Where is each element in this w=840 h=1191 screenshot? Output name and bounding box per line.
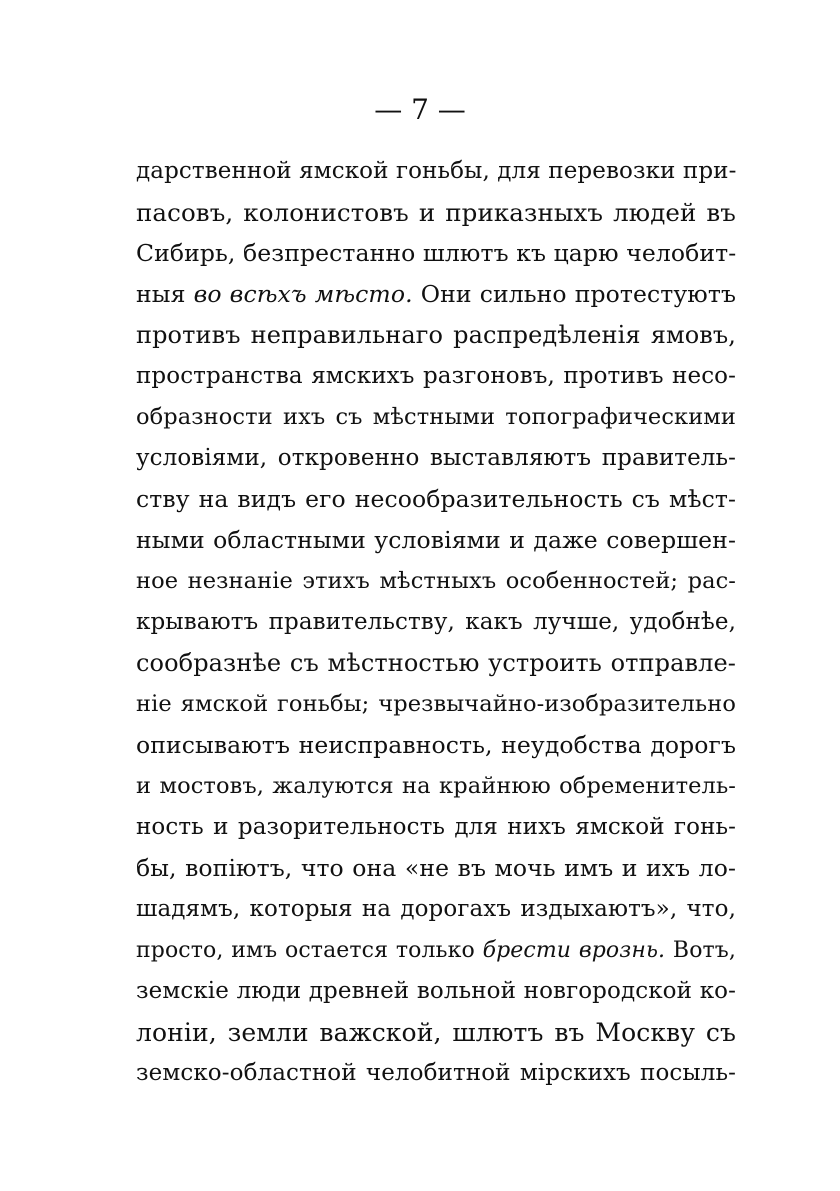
- text-line: [136, 438, 736, 479]
- text-segment: Вотъ,: [665, 938, 736, 963]
- text-segment: условіями, откровенно выставляютъ правитель-: [136, 445, 736, 471]
- text-line: [136, 233, 736, 274]
- text-line: [136, 479, 736, 520]
- text-segment: дарственной ямской гоньбы, для перевозки при-: [136, 158, 736, 184]
- text-line: [136, 561, 736, 602]
- text-segment: шадямъ, которыя на дорогахъ издыхаютъ», что,: [136, 896, 736, 922]
- text-line: [136, 725, 736, 766]
- text-line: [136, 643, 736, 684]
- body-text: [136, 151, 736, 1094]
- italic-phrase: брести врознь.: [482, 938, 666, 963]
- text-segment: противъ неправильнаго распредѣленія ямовъ,: [136, 321, 736, 349]
- text-line: [136, 1053, 736, 1094]
- text-segment: бы, вопіютъ, что она «не въ мочь имъ и ихъ ло-: [136, 854, 736, 882]
- text-segment: сообразнѣе съ мѣстностью устроить отправле-: [136, 649, 736, 677]
- text-line: [136, 315, 736, 356]
- text-line: [136, 684, 736, 725]
- text-line: [136, 602, 736, 643]
- text-segment: образности ихъ съ мѣстными топографическими: [136, 404, 736, 430]
- page-number: — 7 —: [374, 93, 466, 126]
- text-line: [136, 848, 736, 889]
- text-segment: крываютъ правительству, какъ лучше, удобнѣе,: [136, 609, 736, 635]
- text-segment: Сибирь, безпрестанно шлютъ къ царю челобит-: [136, 239, 736, 267]
- text-segment: ное незнаніе этихъ мѣстныхъ особенностей; рас-: [136, 568, 736, 594]
- italic-phrase: во всѣхъ мѣсто.: [193, 280, 413, 308]
- text-segment: земскіе люди древней вольной новгородской ко-: [136, 978, 736, 1004]
- text-segment: ныя: [136, 280, 194, 308]
- text-line: [136, 192, 736, 233]
- text-line: [136, 520, 736, 561]
- text-line: [136, 766, 736, 807]
- text-line: [136, 971, 736, 1012]
- text-segment: ніе ямской гоньбы; чрезвычайно-изобразительно: [136, 691, 736, 717]
- text-segment: Они сильно протестуютъ: [412, 280, 736, 308]
- text-line: [136, 356, 736, 397]
- text-line: [136, 889, 736, 930]
- text-line: [136, 274, 736, 315]
- text-segment: ными областными условіями и даже совершен-: [136, 526, 736, 554]
- text-segment: пасовъ, колонистовъ и приказныхъ людей въ: [136, 198, 736, 227]
- text-line: [136, 151, 736, 192]
- text-segment: пространства ямскихъ разгоновъ, противъ несо-: [136, 363, 736, 389]
- text-segment: просто, имъ остается только: [136, 938, 483, 963]
- text-segment: лоніи, земли важской, шлютъ въ Москву съ: [136, 1018, 736, 1047]
- text-line: [136, 397, 736, 438]
- text-segment: земско-областной челобитной мірскихъ посыль-: [136, 1060, 736, 1086]
- text-segment: ству на видъ его несообразительность съ мѣст-: [136, 485, 736, 513]
- text-line: [136, 807, 736, 848]
- text-segment: описываютъ неисправность, неудобства дорогъ: [136, 731, 736, 759]
- text-line: [136, 1012, 736, 1053]
- text-segment: ность и разорительность для нихъ ямской гонь-: [136, 814, 736, 840]
- text-line: [136, 930, 736, 971]
- text-segment: и мостовъ, жалуются на крайнюю обременитель-: [136, 773, 736, 799]
